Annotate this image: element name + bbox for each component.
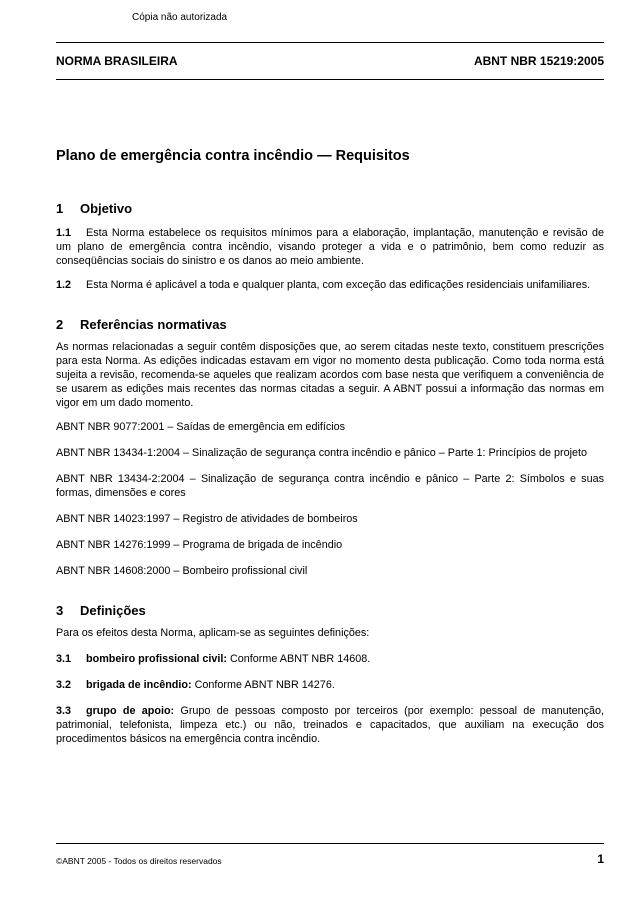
section-2-heading [56, 316, 604, 334]
reference-item: ABNT NBR 14023:1997 – Registro de atividades de bombeiros [56, 513, 358, 525]
definition-3-2-text: Conforme ABNT NBR 14276. [191, 679, 335, 691]
section-1-number: 1 [56, 201, 64, 216]
clause-1-2-number: 1.2 [56, 279, 72, 291]
definition-3-3-text: Grupo de pessoas composto por terceiros (por exemplo: pessoal de manutenção, patrimonial, telefonista, limpeza etc.) ou não, treinados e capacitados, que auxiliam na execução dos procedimentos básicos na emergência contra incêndio. [56, 705, 604, 745]
reference-item: ABNT NBR 13434-2:2004 – Sinalização de segurança contra incêndio e pânico – Parte 2: Símbolos e suas formas, dimensões e cores [56, 473, 604, 499]
definition-3-1-term: bombeiro profissional civil: [86, 653, 227, 665]
header-rule [56, 79, 604, 80]
definition-3-1-number: 3.1 [56, 653, 72, 665]
footer-rule [56, 843, 604, 844]
section-2-title: Referências normativas [80, 317, 227, 332]
definition-3-3-number: 3.3 [56, 705, 72, 717]
section-2-intro: As normas relacionadas a seguir contêm disposições que, ao serem citadas neste texto, constituem prescrições para esta Norma. As edições indicadas estavam em vigor no momento desta publicação. Como toda norma está sujeita a revisão, recomenda-se aqueles que realizam acordos com base nesta que verifiquem a conveniência de se usarem as edições mais recentes das normas citadas a seguir. A ABNT possui a informação das normas em vigor em um dado momento. [56, 341, 604, 409]
section-1-heading [56, 200, 604, 218]
definition-3-3-term: grupo de apoio: [86, 705, 175, 717]
header-standard-code: ABNT NBR 15219:2005 [473, 54, 604, 68]
definition-3-3 [56, 704, 604, 746]
definition-3-1-text: Conforme ABNT NBR 14608. [226, 653, 371, 665]
reference-item: ABNT NBR 14608:2000 – Bombeiro profissional civil [56, 565, 308, 577]
section-3-number: 3 [56, 603, 64, 618]
clause-1-1-text: Esta Norma estabelece os requisitos mínimos para a elaboração, implantação, manutenção e revisão de um plano de emergência contra incêndio, visando proteger a vida e o patrimônio, bem como reduzir as conseqüências sociais do sinistro e os danos ao meio ambiente. [56, 227, 604, 267]
definition-3-1 [56, 652, 604, 666]
footer-copyright: ©ABNT 2005 - Todos os direitos reservados [56, 856, 222, 866]
reference-item: ABNT NBR 9077:2001 – Saídas de emergência em edifícios [56, 421, 346, 433]
clause-1-2 [56, 278, 604, 292]
definition-3-2-number: 3.2 [56, 679, 72, 691]
section-1-title: Objetivo [80, 201, 133, 216]
header-standard-label: NORMA BRASILEIRA [56, 54, 178, 68]
definition-3-2 [56, 678, 604, 692]
clause-1-1-number: 1.1 [56, 227, 72, 239]
page-number: 1 [597, 852, 604, 866]
document-title: Plano de emergência contra incêndio — Requisitos [56, 148, 410, 164]
section-2-number: 2 [56, 317, 64, 332]
definition-3-2-term: brigada de incêndio: [86, 679, 192, 691]
section-3-intro: Para os efeitos desta Norma, aplicam-se as seguintes definições: [56, 627, 370, 639]
section-3-title: Definições [80, 603, 146, 618]
clause-1-1 [56, 226, 604, 268]
clause-1-2-text: Esta Norma é aplicável a toda e qualquer planta, com exceção das edificações residenciais unifamiliares. [86, 279, 591, 291]
watermark-text: Cópia não autorizada [132, 12, 228, 23]
reference-item: ABNT NBR 14276:1999 – Programa de brigada de incêndio [56, 539, 343, 551]
top-rule [56, 42, 604, 43]
document-body [56, 200, 604, 746]
section-3-heading [56, 602, 604, 620]
reference-item: ABNT NBR 13434-1:2004 – Sinalização de segurança contra incêndio e pânico – Parte 1: Princípios de projeto [56, 447, 587, 459]
